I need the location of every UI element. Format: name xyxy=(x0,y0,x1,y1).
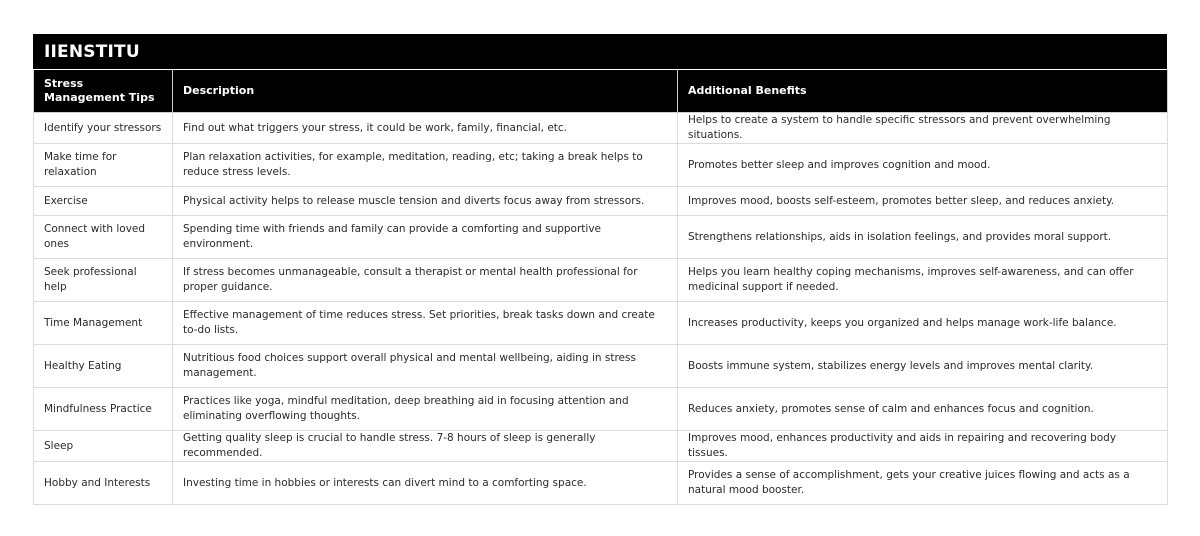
column-header-description: Description xyxy=(173,70,678,113)
description-cell: Nutritious food choices support overall physical and mental wellbeing, aiding in stress management. xyxy=(173,345,678,388)
description-cell: Getting quality sleep is crucial to handle stress. 7-8 hours of sleep is generally recommended. xyxy=(173,431,678,462)
table-row xyxy=(34,462,1168,505)
stress-tips-table xyxy=(33,69,1168,505)
table-row xyxy=(34,302,1168,345)
description-cell: Plan relaxation activities, for example, meditation, reading, etc; taking a break helps to reduce stress levels. xyxy=(173,144,678,187)
tip-cell: Exercise xyxy=(34,187,173,216)
table-row xyxy=(34,113,1168,144)
benefits-cell: Boosts immune system, stabilizes energy levels and improves mental clarity. xyxy=(678,345,1168,388)
table-row xyxy=(34,187,1168,216)
benefits-cell: Helps to create a system to handle specific stressors and prevent overwhelming situations. xyxy=(678,113,1168,144)
tip-cell: Make time for relaxation xyxy=(34,144,173,187)
table-row xyxy=(34,345,1168,388)
column-header-benefits: Additional Benefits xyxy=(678,70,1168,113)
benefits-cell: Helps you learn healthy coping mechanisms, improves self-awareness, and can offer medicinal support if needed. xyxy=(678,259,1168,302)
benefits-cell: Improves mood, enhances productivity and aids in repairing and recovering body tissues. xyxy=(678,431,1168,462)
benefits-cell: Promotes better sleep and improves cognition and mood. xyxy=(678,144,1168,187)
table-row xyxy=(34,431,1168,462)
description-cell: If stress becomes unmanageable, consult a therapist or mental health professional for proper guidance. xyxy=(173,259,678,302)
tip-cell: Mindfulness Practice xyxy=(34,388,173,431)
tip-cell: Sleep xyxy=(34,431,173,462)
header-row xyxy=(34,70,1168,113)
brand-header: IIENSTITU xyxy=(33,34,1167,69)
table-row xyxy=(34,259,1168,302)
tip-cell: Time Management xyxy=(34,302,173,345)
tip-cell: Healthy Eating xyxy=(34,345,173,388)
table-header xyxy=(34,70,1168,113)
benefits-cell: Improves mood, boosts self-esteem, promotes better sleep, and reduces anxiety. xyxy=(678,187,1168,216)
tip-cell: Connect with loved ones xyxy=(34,216,173,259)
description-cell: Find out what triggers your stress, it could be work, family, financial, etc. xyxy=(173,113,678,144)
tip-cell: Identify your stressors xyxy=(34,113,173,144)
table-row xyxy=(34,216,1168,259)
column-header-tips: Stress Management Tips xyxy=(34,70,173,113)
description-cell: Effective management of time reduces stress. Set priorities, break tasks down and create to-do lists. xyxy=(173,302,678,345)
tip-cell: Hobby and Interests xyxy=(34,462,173,505)
description-cell: Investing time in hobbies or interests can divert mind to a comforting space. xyxy=(173,462,678,505)
description-cell: Practices like yoga, mindful meditation, deep breathing aid in focusing attention and eliminating overflowing thoughts. xyxy=(173,388,678,431)
benefits-cell: Provides a sense of accomplishment, gets your creative juices flowing and acts as a natural mood booster. xyxy=(678,462,1168,505)
description-cell: Physical activity helps to release muscle tension and diverts focus away from stressors. xyxy=(173,187,678,216)
table-row xyxy=(34,144,1168,187)
benefits-cell: Increases productivity, keeps you organized and helps manage work-life balance. xyxy=(678,302,1168,345)
benefits-cell: Reduces anxiety, promotes sense of calm and enhances focus and cognition. xyxy=(678,388,1168,431)
benefits-cell: Strengthens relationships, aids in isolation feelings, and provides moral support. xyxy=(678,216,1168,259)
description-cell: Spending time with friends and family can provide a comforting and supportive environment. xyxy=(173,216,678,259)
tip-cell: Seek professional help xyxy=(34,259,173,302)
table-row xyxy=(34,388,1168,431)
table-body xyxy=(34,113,1168,505)
content-wrapper xyxy=(33,34,1167,505)
